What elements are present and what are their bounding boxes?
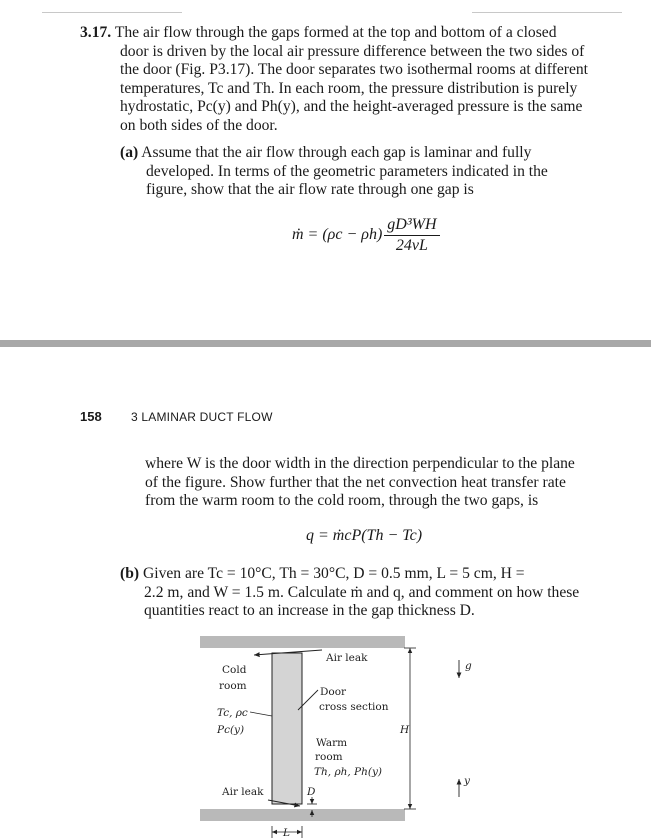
part-a-label: (a) <box>120 144 139 161</box>
air-leak-top-label: Air leak <box>326 652 368 664</box>
y-label: y <box>464 775 470 787</box>
part-a-line: developed. In terms of the geometric parameters indicated in the <box>146 162 548 180</box>
problem-line-1: 3.17. The air flow through the gaps formed at the top and bottom of a closed <box>80 24 557 41</box>
problem-number: 3.17. <box>80 24 112 41</box>
h-label: H <box>400 724 410 736</box>
air-leak-bottom-label: Air leak <box>222 786 264 798</box>
cold-room-label-2: room <box>219 680 247 692</box>
d-label: D <box>307 786 316 798</box>
running-head: 3 LAMINAR DUCT FLOW <box>131 410 273 424</box>
part-a-line-1: (a) Assume that the air flow through each gap is laminar and fully <box>120 144 532 161</box>
continuation-line: of the figure. Show further that the net convection heat transfer rate <box>145 473 566 491</box>
problem-line: the door (Fig. P3.17). The door separates two isothermal rooms at different <box>120 61 589 79</box>
part-b-line-1: (b) Given are Tc = 10°C, Th = 30°C, D = 0.5 mm, L = 5 cm, H = <box>120 565 525 582</box>
warm-props-label: Th, ρh, Ph(y) <box>314 766 383 778</box>
door-cross-section <box>272 653 302 804</box>
continuation-line: from the warm room to the cold room, through the two gaps, is <box>145 492 539 510</box>
problem-line: hydrostatic, Pc(y) and Ph(y), and the height-averaged pressure is the same <box>120 98 583 116</box>
equation-lhs: ṁ = (ρc − ρh) <box>292 226 383 244</box>
cold-room-label: Cold <box>222 664 247 676</box>
door-label: Door <box>320 686 347 698</box>
warm-room-label: Warm <box>316 737 348 749</box>
door-label-2: cross section <box>319 701 389 713</box>
part-b-line: quantities react to an increase in the gap thickness D. <box>144 602 475 620</box>
page-number: 158 <box>80 409 102 424</box>
part-b-line: 2.2 m, and W = 1.5 m. Calculate ṁ and q, and comment on how these <box>144 583 580 601</box>
problem-line: on both sides of the door. <box>120 116 278 134</box>
part-a-line: figure, show that the air flow rate through one gap is <box>146 181 474 199</box>
equation-denominator: 24νL <box>395 237 428 254</box>
floor-slab <box>200 809 405 821</box>
part-b-label: (b) <box>120 565 140 582</box>
cold-props-leader <box>250 712 272 716</box>
g-label: g <box>465 660 472 672</box>
problem-line: door is driven by the local air pressure difference between the two sides of <box>120 42 585 60</box>
l-label: L <box>283 827 290 838</box>
warm-room-label-2: room <box>315 751 343 763</box>
continuation-line: where W is the door width in the direction perpendicular to the plane <box>145 455 575 472</box>
cold-props-label: Tc, ρc <box>217 707 248 719</box>
problem-line: temperatures, Tc and Th. In each room, the pressure distribution is purely <box>120 79 578 97</box>
ceiling-slab <box>200 636 405 648</box>
heat-transfer-equation: q = ṁcP(Th − Tc) <box>306 527 423 544</box>
cold-pressure-label: Pc(y) <box>217 724 245 736</box>
equation-numerator: gD³WH <box>384 216 439 236</box>
